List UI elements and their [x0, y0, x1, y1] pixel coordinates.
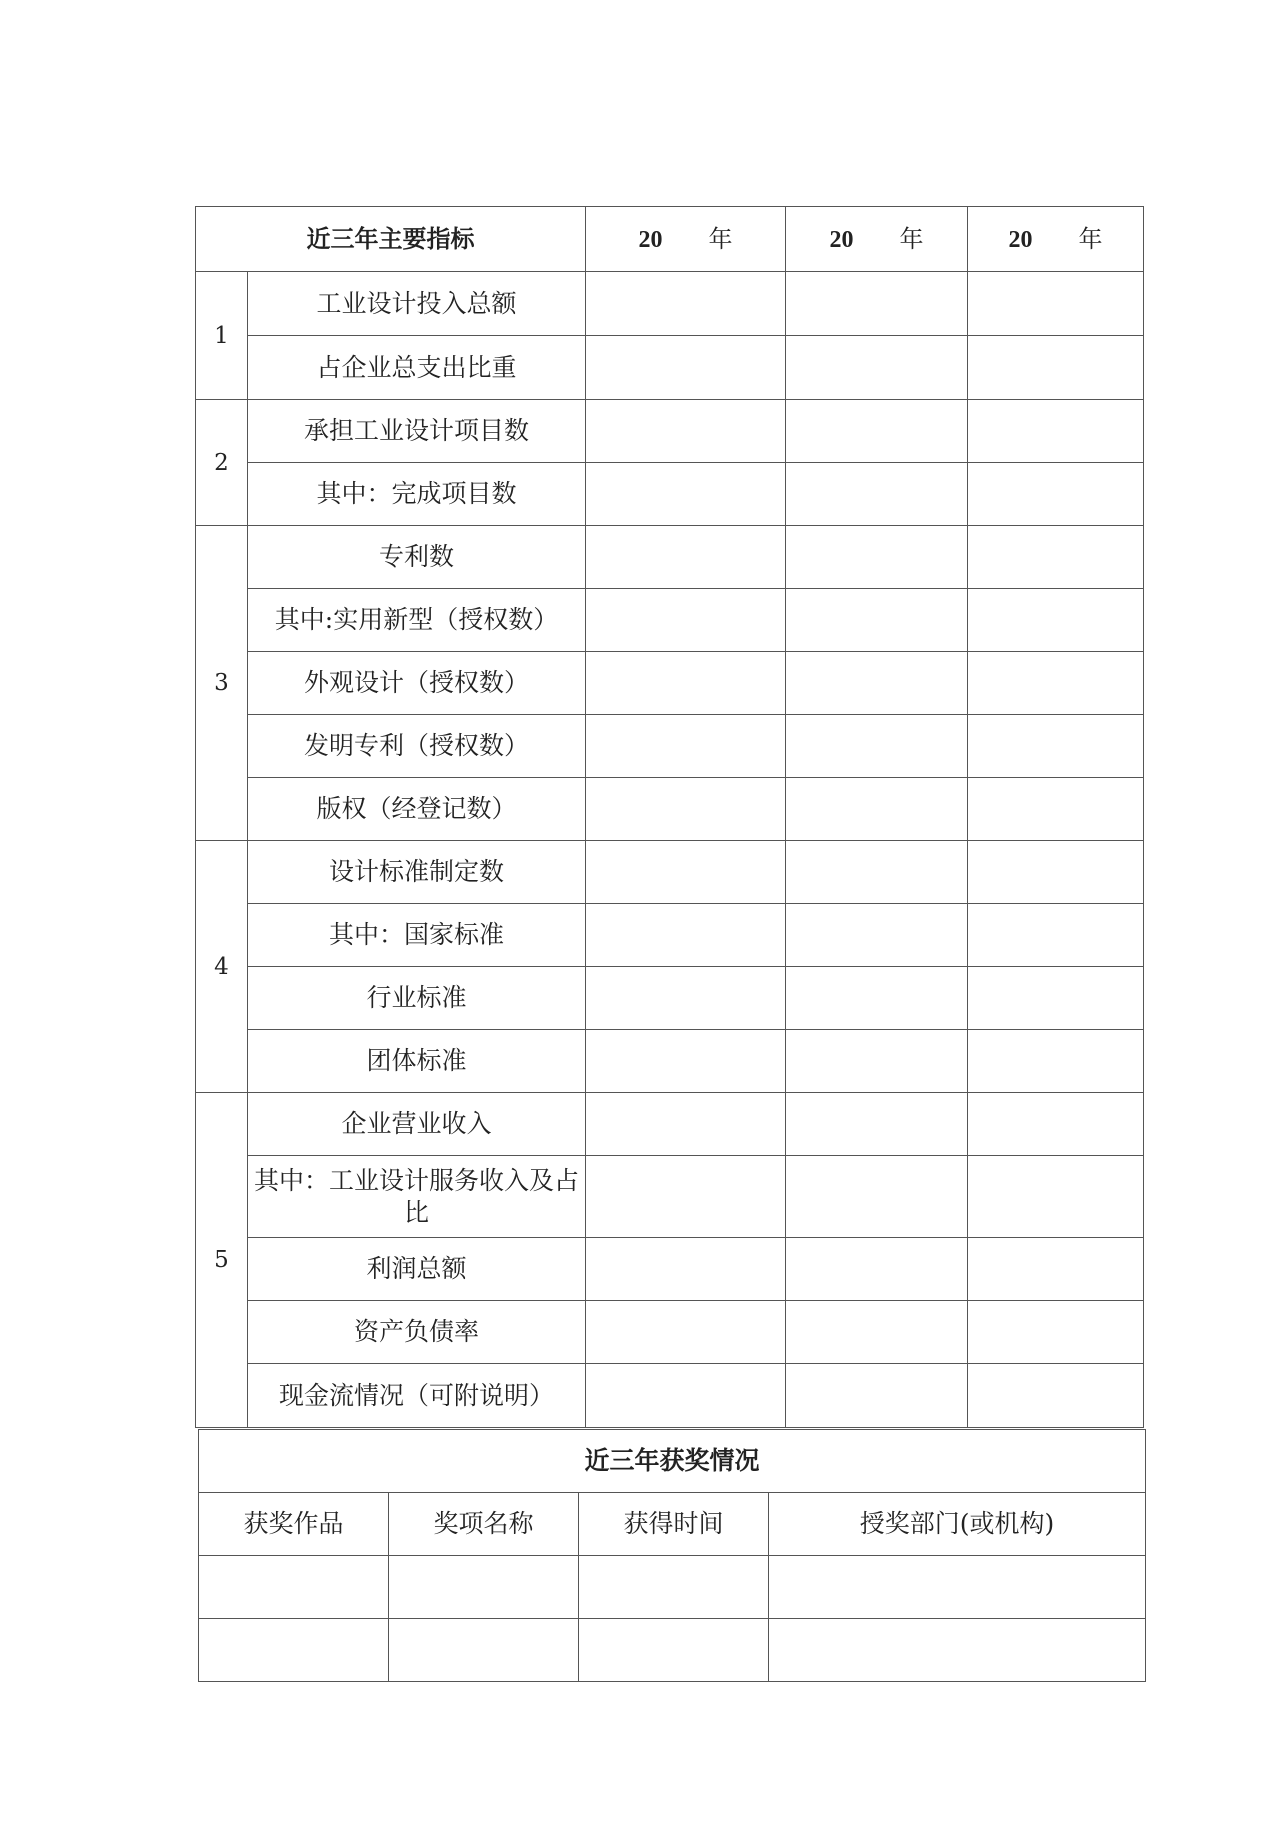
indicator-label: 专利数	[248, 526, 586, 589]
award-cell[interactable]	[579, 1619, 769, 1682]
table-row	[196, 904, 1144, 967]
awards-table	[198, 1429, 1146, 1682]
awards-title: 近三年获奖情况	[199, 1430, 1146, 1493]
indicator-label: 发明专利（授权数）	[248, 715, 586, 778]
group-number-3: 3	[196, 526, 248, 841]
award-cell[interactable]	[199, 1619, 389, 1682]
value-cell[interactable]	[968, 1301, 1144, 1364]
indicator-label: 其中：完成项目数	[248, 463, 586, 526]
awards-header-row	[199, 1493, 1146, 1556]
value-cell[interactable]	[786, 1156, 968, 1238]
value-cell[interactable]	[968, 715, 1144, 778]
value-cell[interactable]	[786, 778, 968, 841]
value-cell[interactable]	[586, 652, 786, 715]
value-cell[interactable]	[586, 1364, 786, 1428]
value-cell[interactable]	[586, 1301, 786, 1364]
value-cell[interactable]	[586, 967, 786, 1030]
indicator-label: 工业设计投入总额	[248, 272, 586, 336]
value-cell[interactable]	[968, 463, 1144, 526]
table-row	[196, 1364, 1144, 1428]
table-row	[196, 967, 1144, 1030]
value-cell[interactable]	[786, 463, 968, 526]
value-cell[interactable]	[968, 967, 1144, 1030]
value-cell[interactable]	[586, 841, 786, 904]
value-cell[interactable]	[968, 526, 1144, 589]
value-cell[interactable]	[968, 841, 1144, 904]
table-row	[196, 652, 1144, 715]
group-number-5: 5	[196, 1093, 248, 1428]
value-cell[interactable]	[786, 1364, 968, 1428]
value-cell[interactable]	[786, 589, 968, 652]
indicators-header-row	[196, 207, 1144, 272]
award-cell[interactable]	[579, 1556, 769, 1619]
value-cell[interactable]	[786, 652, 968, 715]
year-header-1	[586, 207, 786, 272]
value-cell[interactable]	[586, 715, 786, 778]
group-number-4: 4	[196, 841, 248, 1093]
value-cell[interactable]	[786, 904, 968, 967]
indicator-label: 行业标准	[248, 967, 586, 1030]
value-cell[interactable]	[786, 526, 968, 589]
value-cell[interactable]	[968, 1030, 1144, 1093]
value-cell[interactable]	[586, 1030, 786, 1093]
year-header-1-unit: 年	[708, 224, 733, 253]
value-cell[interactable]	[786, 1093, 968, 1156]
table-row	[196, 1301, 1144, 1364]
value-cell[interactable]	[586, 1238, 786, 1301]
value-cell[interactable]	[786, 841, 968, 904]
value-cell[interactable]	[968, 400, 1144, 463]
award-cell[interactable]	[769, 1619, 1146, 1682]
indicator-label: 外观设计（授权数）	[248, 652, 586, 715]
indicator-label: 利润总额	[248, 1238, 586, 1301]
value-cell[interactable]	[586, 904, 786, 967]
value-cell[interactable]	[968, 1156, 1144, 1238]
value-cell[interactable]	[968, 1364, 1144, 1428]
value-cell[interactable]	[786, 1301, 968, 1364]
value-cell[interactable]	[586, 1093, 786, 1156]
value-cell[interactable]	[786, 336, 968, 400]
indicator-label: 其中：国家标准	[248, 904, 586, 967]
indicator-label: 承担工业设计项目数	[248, 400, 586, 463]
value-cell[interactable]	[968, 1093, 1144, 1156]
year-header-2-num: 20	[829, 226, 854, 253]
table-row	[196, 778, 1144, 841]
year-header-2-unit: 年	[899, 224, 924, 253]
value-cell[interactable]	[586, 778, 786, 841]
year-header-1-num: 20	[638, 226, 663, 253]
group-number-1: 1	[196, 272, 248, 400]
value-cell[interactable]	[586, 463, 786, 526]
table-row	[199, 1556, 1146, 1619]
value-cell[interactable]	[968, 336, 1144, 400]
indicator-label: 资产负债率	[248, 1301, 586, 1364]
column-header: 授奖部门(或机构)	[769, 1493, 1146, 1556]
value-cell[interactable]	[786, 1030, 968, 1093]
value-cell[interactable]	[786, 400, 968, 463]
table-row	[196, 400, 1144, 463]
value-cell[interactable]	[586, 589, 786, 652]
table-row	[196, 463, 1144, 526]
value-cell[interactable]	[586, 526, 786, 589]
indicators-header-label: 近三年主要指标	[196, 207, 586, 272]
indicators-table	[195, 206, 1144, 1428]
group-number-2: 2	[196, 400, 248, 526]
table-row	[196, 589, 1144, 652]
indicator-label: 现金流情况（可附说明）	[248, 1364, 586, 1428]
value-cell[interactable]	[786, 1238, 968, 1301]
table-row	[196, 1030, 1144, 1093]
indicator-label: 其中:实用新型（授权数）	[248, 589, 586, 652]
indicator-label: 团体标准	[248, 1030, 586, 1093]
award-cell[interactable]	[199, 1556, 389, 1619]
value-cell[interactable]	[586, 1156, 786, 1238]
table-row	[199, 1619, 1146, 1682]
value-cell[interactable]	[786, 272, 968, 336]
table-row	[196, 1093, 1144, 1156]
value-cell[interactable]	[968, 1238, 1144, 1301]
awards-title-row	[199, 1430, 1146, 1493]
table-row	[196, 715, 1144, 778]
value-cell[interactable]	[968, 904, 1144, 967]
table-row	[196, 841, 1144, 904]
value-cell[interactable]	[968, 652, 1144, 715]
indicator-label: 占企业总支出比重	[248, 336, 586, 400]
indicator-label: 其中：工业设计服务收入及占比	[248, 1156, 586, 1238]
value-cell[interactable]	[586, 272, 786, 336]
award-cell[interactable]	[389, 1619, 579, 1682]
value-cell[interactable]	[968, 589, 1144, 652]
column-header: 获得时间	[579, 1493, 769, 1556]
year-header-3-unit: 年	[1078, 224, 1103, 253]
table-row	[196, 1156, 1144, 1238]
table-row	[196, 1238, 1144, 1301]
value-cell[interactable]	[586, 336, 786, 400]
value-cell[interactable]	[786, 967, 968, 1030]
value-cell[interactable]	[968, 272, 1144, 336]
table-row	[196, 336, 1144, 400]
value-cell[interactable]	[786, 715, 968, 778]
indicator-label: 企业营业收入	[248, 1093, 586, 1156]
year-header-3-num: 20	[1008, 226, 1033, 253]
indicator-label: 设计标准制定数	[248, 841, 586, 904]
award-cell[interactable]	[769, 1556, 1146, 1619]
column-header: 奖项名称	[389, 1493, 579, 1556]
award-cell[interactable]	[389, 1556, 579, 1619]
indicator-label: 版权（经登记数）	[248, 778, 586, 841]
value-cell[interactable]	[586, 400, 786, 463]
table-row	[196, 526, 1144, 589]
table-row	[196, 272, 1144, 336]
column-header: 获奖作品	[199, 1493, 389, 1556]
year-header-2	[786, 207, 968, 272]
year-header-3	[968, 207, 1144, 272]
value-cell[interactable]	[968, 778, 1144, 841]
